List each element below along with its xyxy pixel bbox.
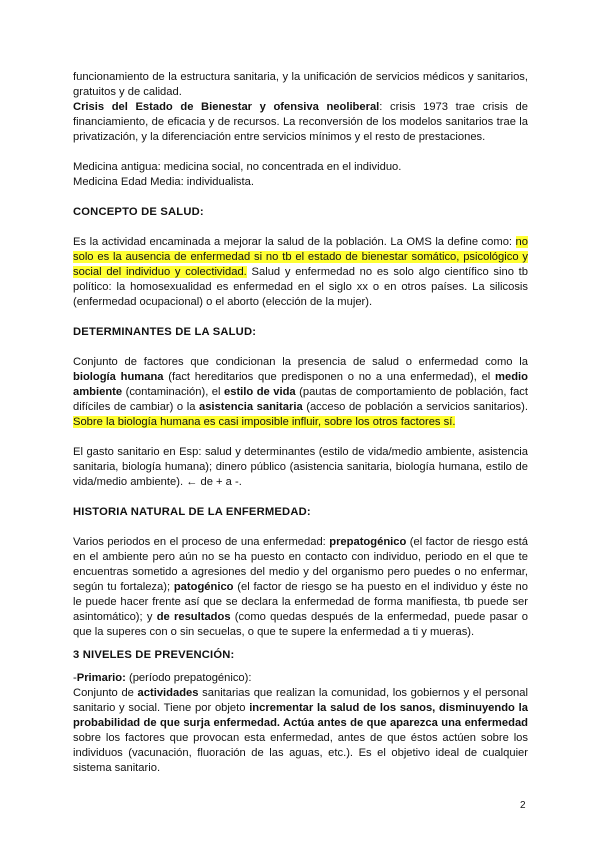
paragraph-primario: Conjunto de actividades sanitarias que realizan la comunidad, los gobiernos y el personal sanitario y social. Tiene por objeto incrementar la salud de los sanos, disminuyendo la probabilidad de que surja enfermedad. Actúa antes de que aparezca una enfermedad sobre los factores que provocan esta enfermedad, antes de que éstos actúen sobre los individuos (vacunación, fluoración de las aguas, etc.). Es el objetivo ideal de cualquier sistema sanitario. [73,687,528,774]
paragraph-medicina-edad-media: Medicina Edad Media: individualista. [73,176,254,188]
paragraph-intro: funcionamiento de la estructura sanitaria, y la unificación de servicios médicos y sanitarios, gratuitos y de calidad. [73,71,528,98]
paragraph-determinantes: Conjunto de factores que condicionan la presencia de salud o enfermedad como la biología humana (fact hereditarios que predisponen o no a una enfermedad), el medio ambiente (contaminación), el estilo de vida (pautas de comportamiento de población, fact difíciles de cambiar) o la asistencia sanitaria (acceso de población a servicios sanitarios). Sobre la biología humana es casi imposible influir, sobre los otros factores sí. [73,356,529,428]
page-content [73,70,528,776]
crisis-heading: Crisis del Estado de Bienestar y ofensiva neoliberal [73,101,380,113]
paragraph-concepto: Es la actividad encaminada a mejorar la salud de la población. La OMS la define como: no solo es la ausencia de enfermedad si no tb el estado de bienestar somático, psicológico y social del individuo y colectividad. Salud y enfermedad no es solo algo científico sino tb político: la homosexualidad es enfermedad en el siglo xx o en otros países. La silicosis (enfermedad ocupacional) o el aborto (elección de la mujer). [73,236,528,308]
paragraph-primario-label: -Primario: (período prepatogénico): [73,672,252,684]
heading-determinantes: DETERMINANTES DE LA SALUD: [73,326,257,338]
highlight-biologia: Sobre la biología humana es casi imposible influir, sobre los otros factores sí. [73,416,456,428]
highlight-oms-definition: no solo es la ausencia de enfermedad si no tb el estado de bienestar somático, psicológico y social del individuo y colectividad. [73,236,528,278]
paragraph-crisis: Crisis del Estado de Bienestar y ofensiva neoliberal: crisis 1973 trae crisis de financiamiento, de eficacia y de recursos. La reconversión de los modelos sanitarios trae la privatización, y la diferenciación entre servicios mínimos y el resto de prestaciones. [73,101,528,143]
paragraph-historia: Varios periodos en el proceso de una enfermedad: prepatogénico (el factor de riesgo está en el ambiente pero aún no se ha puesto en contacto con individuo, periodo en el que te encuentras sometido a agresiones del medio y del organismo pero puedes o no enfermar, según tu fortaleza); patogénico (el factor de riesgo se ha puesto en el individuo y éste no le puede hacer frente así que se declara la enfermedad de forma manifiesta, tb puede ser asintomático); y de resultados (como quedas después de la enfermedad, puede pasar o que la superes con o sin secuelas, o que te supere la enfermedad a ti y mueras). [73,536,529,638]
page-number: 2 [520,800,526,811]
paragraph-gasto: El gasto sanitario en Esp: salud y determinantes (estilo de vida/medio ambiente, asistencia sanitaria, biología humana); dinero público (asistencia sanitaria, biología humana, estilo de vida/medio ambiente). ← de + a -. [73,446,528,488]
heading-niveles-prevencion: 3 NIVELES DE PREVENCIÓN: [73,649,235,661]
heading-concepto-salud: CONCEPTO DE SALUD: [73,206,204,218]
heading-historia-natural: HISTORIA NATURAL DE LA ENFERMEDAD: [73,506,311,518]
paragraph-medicina-antigua: Medicina antigua: medicina social, no concentrada en el individuo. [73,161,402,173]
